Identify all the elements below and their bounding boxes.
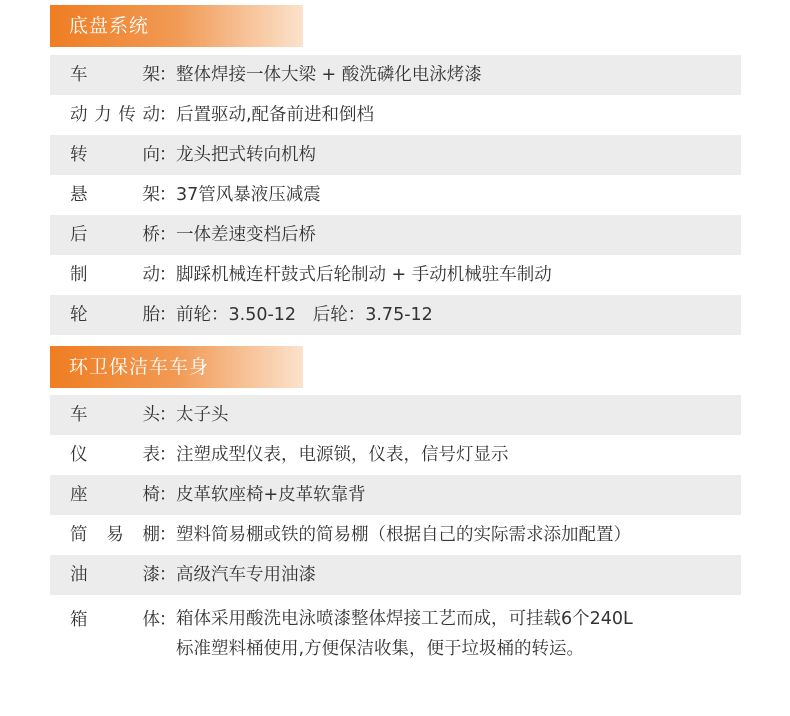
spec-value: 注塑成型仪表，电源锁，仪表，信号灯显示 — [176, 445, 509, 465]
spec-value-line: 标准塑料桶使用,方便保洁收集，便于垃圾桶的转运。 — [176, 639, 585, 659]
spec-value: 后置驱动,配备前进和倒档 — [176, 105, 375, 125]
spec-colon: ： — [159, 565, 177, 585]
spec-row-brake — [50, 255, 741, 295]
spec-colon: ： — [159, 185, 177, 205]
spec-value: 前轮：3.50-12 后轮：3.75-12 — [176, 305, 433, 325]
spec-row-tires — [50, 295, 741, 335]
spec-label: 仪 表 — [70, 445, 160, 465]
spec-colon: ： — [159, 225, 177, 245]
spec-colon: ： — [159, 105, 177, 125]
spec-label: 轮 胎 — [70, 305, 160, 325]
spec-colon: ： — [159, 305, 177, 325]
spec-label: 悬 架 — [70, 185, 160, 205]
spec-value: 整体焊接一体大梁 + 酸洗磷化电泳烤漆 — [176, 65, 482, 85]
spec-label: 箱 体 — [70, 610, 160, 630]
spec-label: 后 桥 — [70, 225, 160, 245]
spec-label: 油 漆 — [70, 565, 160, 585]
section-title: 环卫保洁车车身 — [69, 356, 210, 378]
spec-colon: ： — [159, 525, 177, 545]
spec-row-instruments — [50, 435, 741, 475]
spec-row-seat — [50, 475, 741, 515]
spec-label: 车 架 — [70, 65, 160, 85]
spec-label: 简 易 棚 — [70, 525, 160, 545]
spec-row-head — [50, 395, 741, 435]
spec-value: 皮革软座椅+皮革软靠背 — [176, 485, 366, 505]
spec-colon: ： — [159, 265, 177, 285]
spec-value: 龙头把式转向机构 — [176, 145, 316, 165]
spec-row-suspension — [50, 175, 741, 215]
spec-row-rear-axle — [50, 215, 741, 255]
spec-label: 制 动 — [70, 265, 160, 285]
spec-colon: ： — [159, 485, 177, 505]
spec-row-paint — [50, 555, 741, 595]
spec-colon: ： — [159, 610, 177, 630]
spec-value: 一体差速变档后桥 — [176, 225, 316, 245]
section-title: 底盘系统 — [69, 15, 150, 37]
spec-colon: ： — [159, 445, 177, 465]
spec-value: 高级汽车专用油漆 — [176, 565, 316, 585]
spec-row-steering — [50, 135, 741, 175]
spec-colon: ： — [159, 145, 177, 165]
spec-value: 塑料简易棚或铁的简易棚（根据自己的实际需求添加配置） — [176, 525, 631, 545]
spec-row-canopy — [50, 515, 741, 555]
section-header-chassis — [50, 5, 303, 47]
spec-row-drive — [50, 95, 741, 135]
spec-colon: ： — [159, 405, 177, 425]
spec-row-frame — [50, 55, 741, 95]
spec-value: 37管风暴液压减震 — [176, 185, 321, 205]
spec-row-box-body — [50, 600, 741, 666]
spec-label: 车 头 — [70, 405, 160, 425]
spec-label: 转 向 — [70, 145, 160, 165]
spec-label: 动 力 传 动 — [70, 105, 160, 125]
spec-colon: ： — [159, 65, 177, 85]
spec-value: 太子头 — [176, 405, 229, 425]
spec-value-line: 箱体采用酸洗电泳喷漆整体焊接工艺而成，可挂载6个240L — [176, 609, 633, 629]
spec-value — [176, 604, 736, 664]
spec-value: 脚踩机械连杆鼓式后轮制动 + 手动机械驻车制动 — [176, 265, 552, 285]
spec-label: 座 椅 — [70, 485, 160, 505]
section-header-body — [50, 346, 303, 388]
